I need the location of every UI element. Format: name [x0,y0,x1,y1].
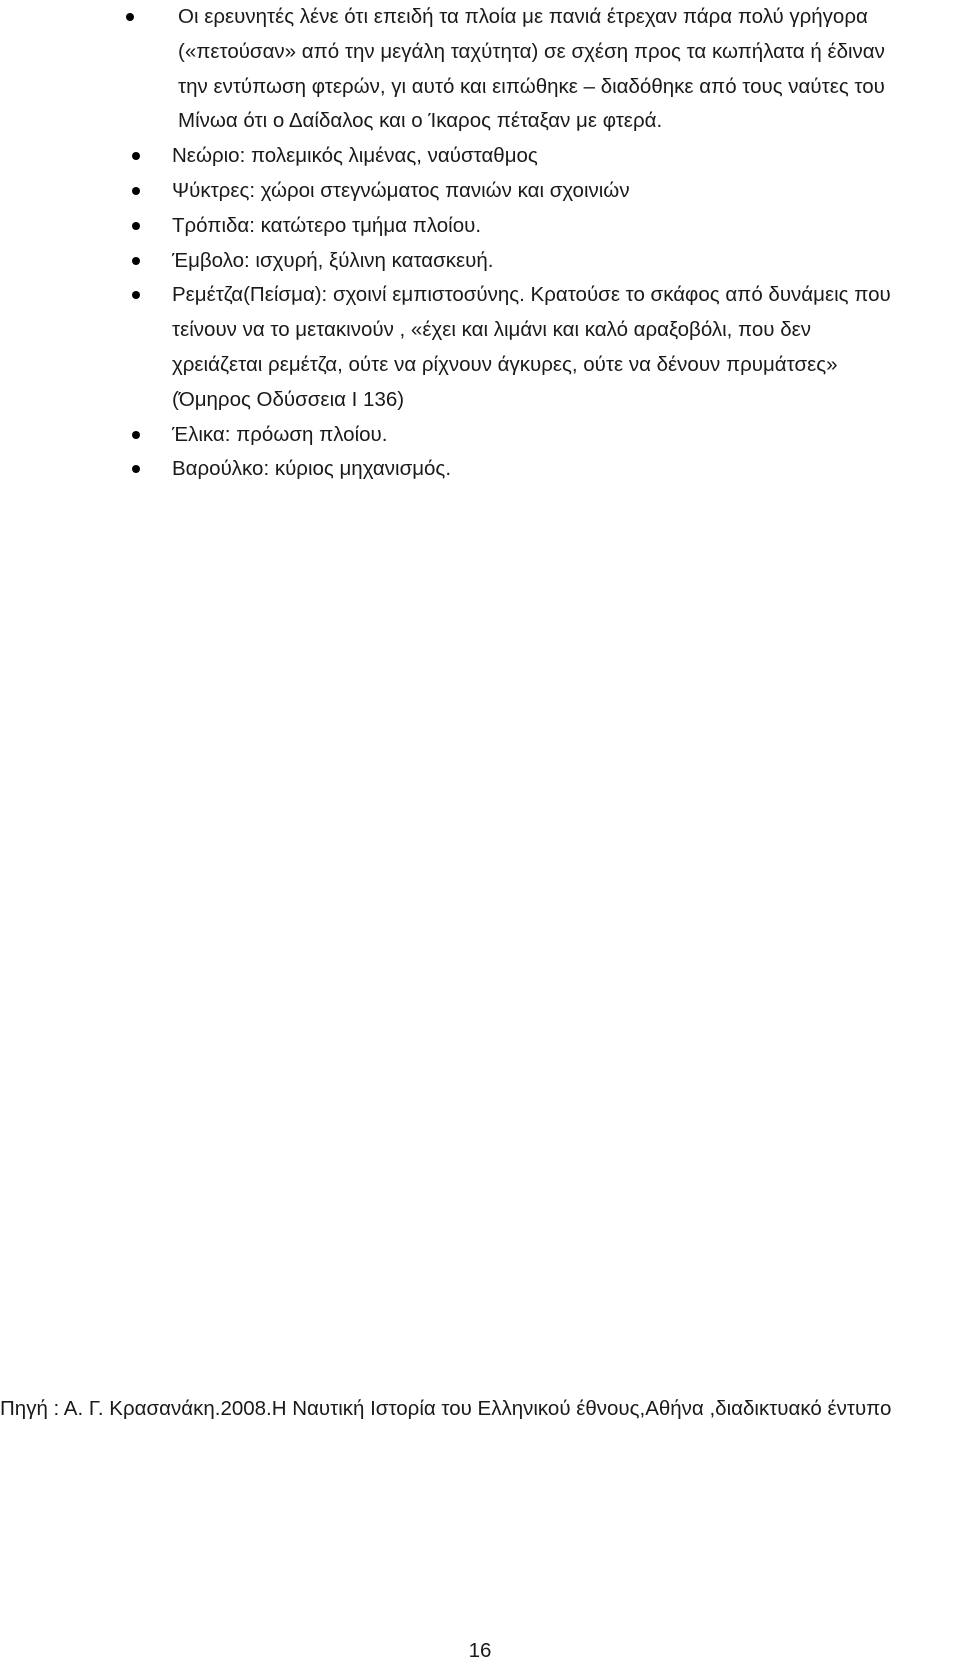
bullet-icon [132,187,140,195]
list-item-text: Έμβολο: ισχυρή, ξύλινη κατασκευή. [172,248,494,272]
list-item [172,452,900,487]
bullet-list [172,0,900,487]
list-item-text: Νεώριο: πολεμικός λιμένας, ναύσταθμος [172,144,538,168]
source-citation: Πηγή : Α. Γ. Κρασανάκη.2008.Η Ναυτική Ιστορία του Ελληνικού έθνους,Αθήνα ,διαδικτυακό έντυπο [0,1397,892,1420]
list-item-text: Ρεμέτζα(Πείσμα): σχοινί εμπιστοσύνης. Κρατούσε το σκάφος από δυνάμεις που τείνουν να το μετακινούν , «έχει και λιμάνι και καλό αραξοβόλι, που δεν χρειάζεται ρεμέτζα, ούτε να ρίχνουν άγκυρες, ούτε να δένουν πρυμάτσες» (Όμηρος Οδύσσεια Ι 136) [172,283,891,411]
bullet-icon [126,13,134,21]
bullet-icon [132,431,140,439]
bullet-icon [132,291,140,299]
list-item-text: Οι ερευνητές λένε ότι επειδή τα πλοία με πανιά έτρεχαν πάρα πολύ γρήγορα («πετούσαν» από την μεγάλη ταχύτητα) σε σχέση προς τα κωπήλατα ή έδιναν την εντύπωση φτερών, γι αυτό και ειπώθηκε – διαδόθηκε από τους ναύτες του Μίνωα ότι ο Δαίδαλος και ο Ίκαρος πέταξαν με φτερά. [178,5,885,133]
bullet-icon [132,222,140,230]
list-item [172,209,900,244]
list-item [172,0,900,139]
list-item-text: Βαρούλκο: κύριος μηχανισμός. [172,457,452,481]
list-item-text: Έλικα: πρόωση πλοίου. [172,422,388,446]
bullet-icon [132,257,140,265]
bullet-icon [132,465,140,473]
page-number: 16 [468,1639,492,1662]
list-item [172,244,900,279]
list-item [172,278,900,417]
list-item [172,139,900,174]
list-item-text: Ψύκτρες: χώροι στεγνώματος πανιών και σχοινιών [172,178,630,202]
bullet-icon [132,152,140,160]
list-item [172,418,900,453]
list-item [172,174,900,209]
list-item-text: Τρόπιδα: κατώτερο τμήμα πλοίου. [172,213,482,237]
